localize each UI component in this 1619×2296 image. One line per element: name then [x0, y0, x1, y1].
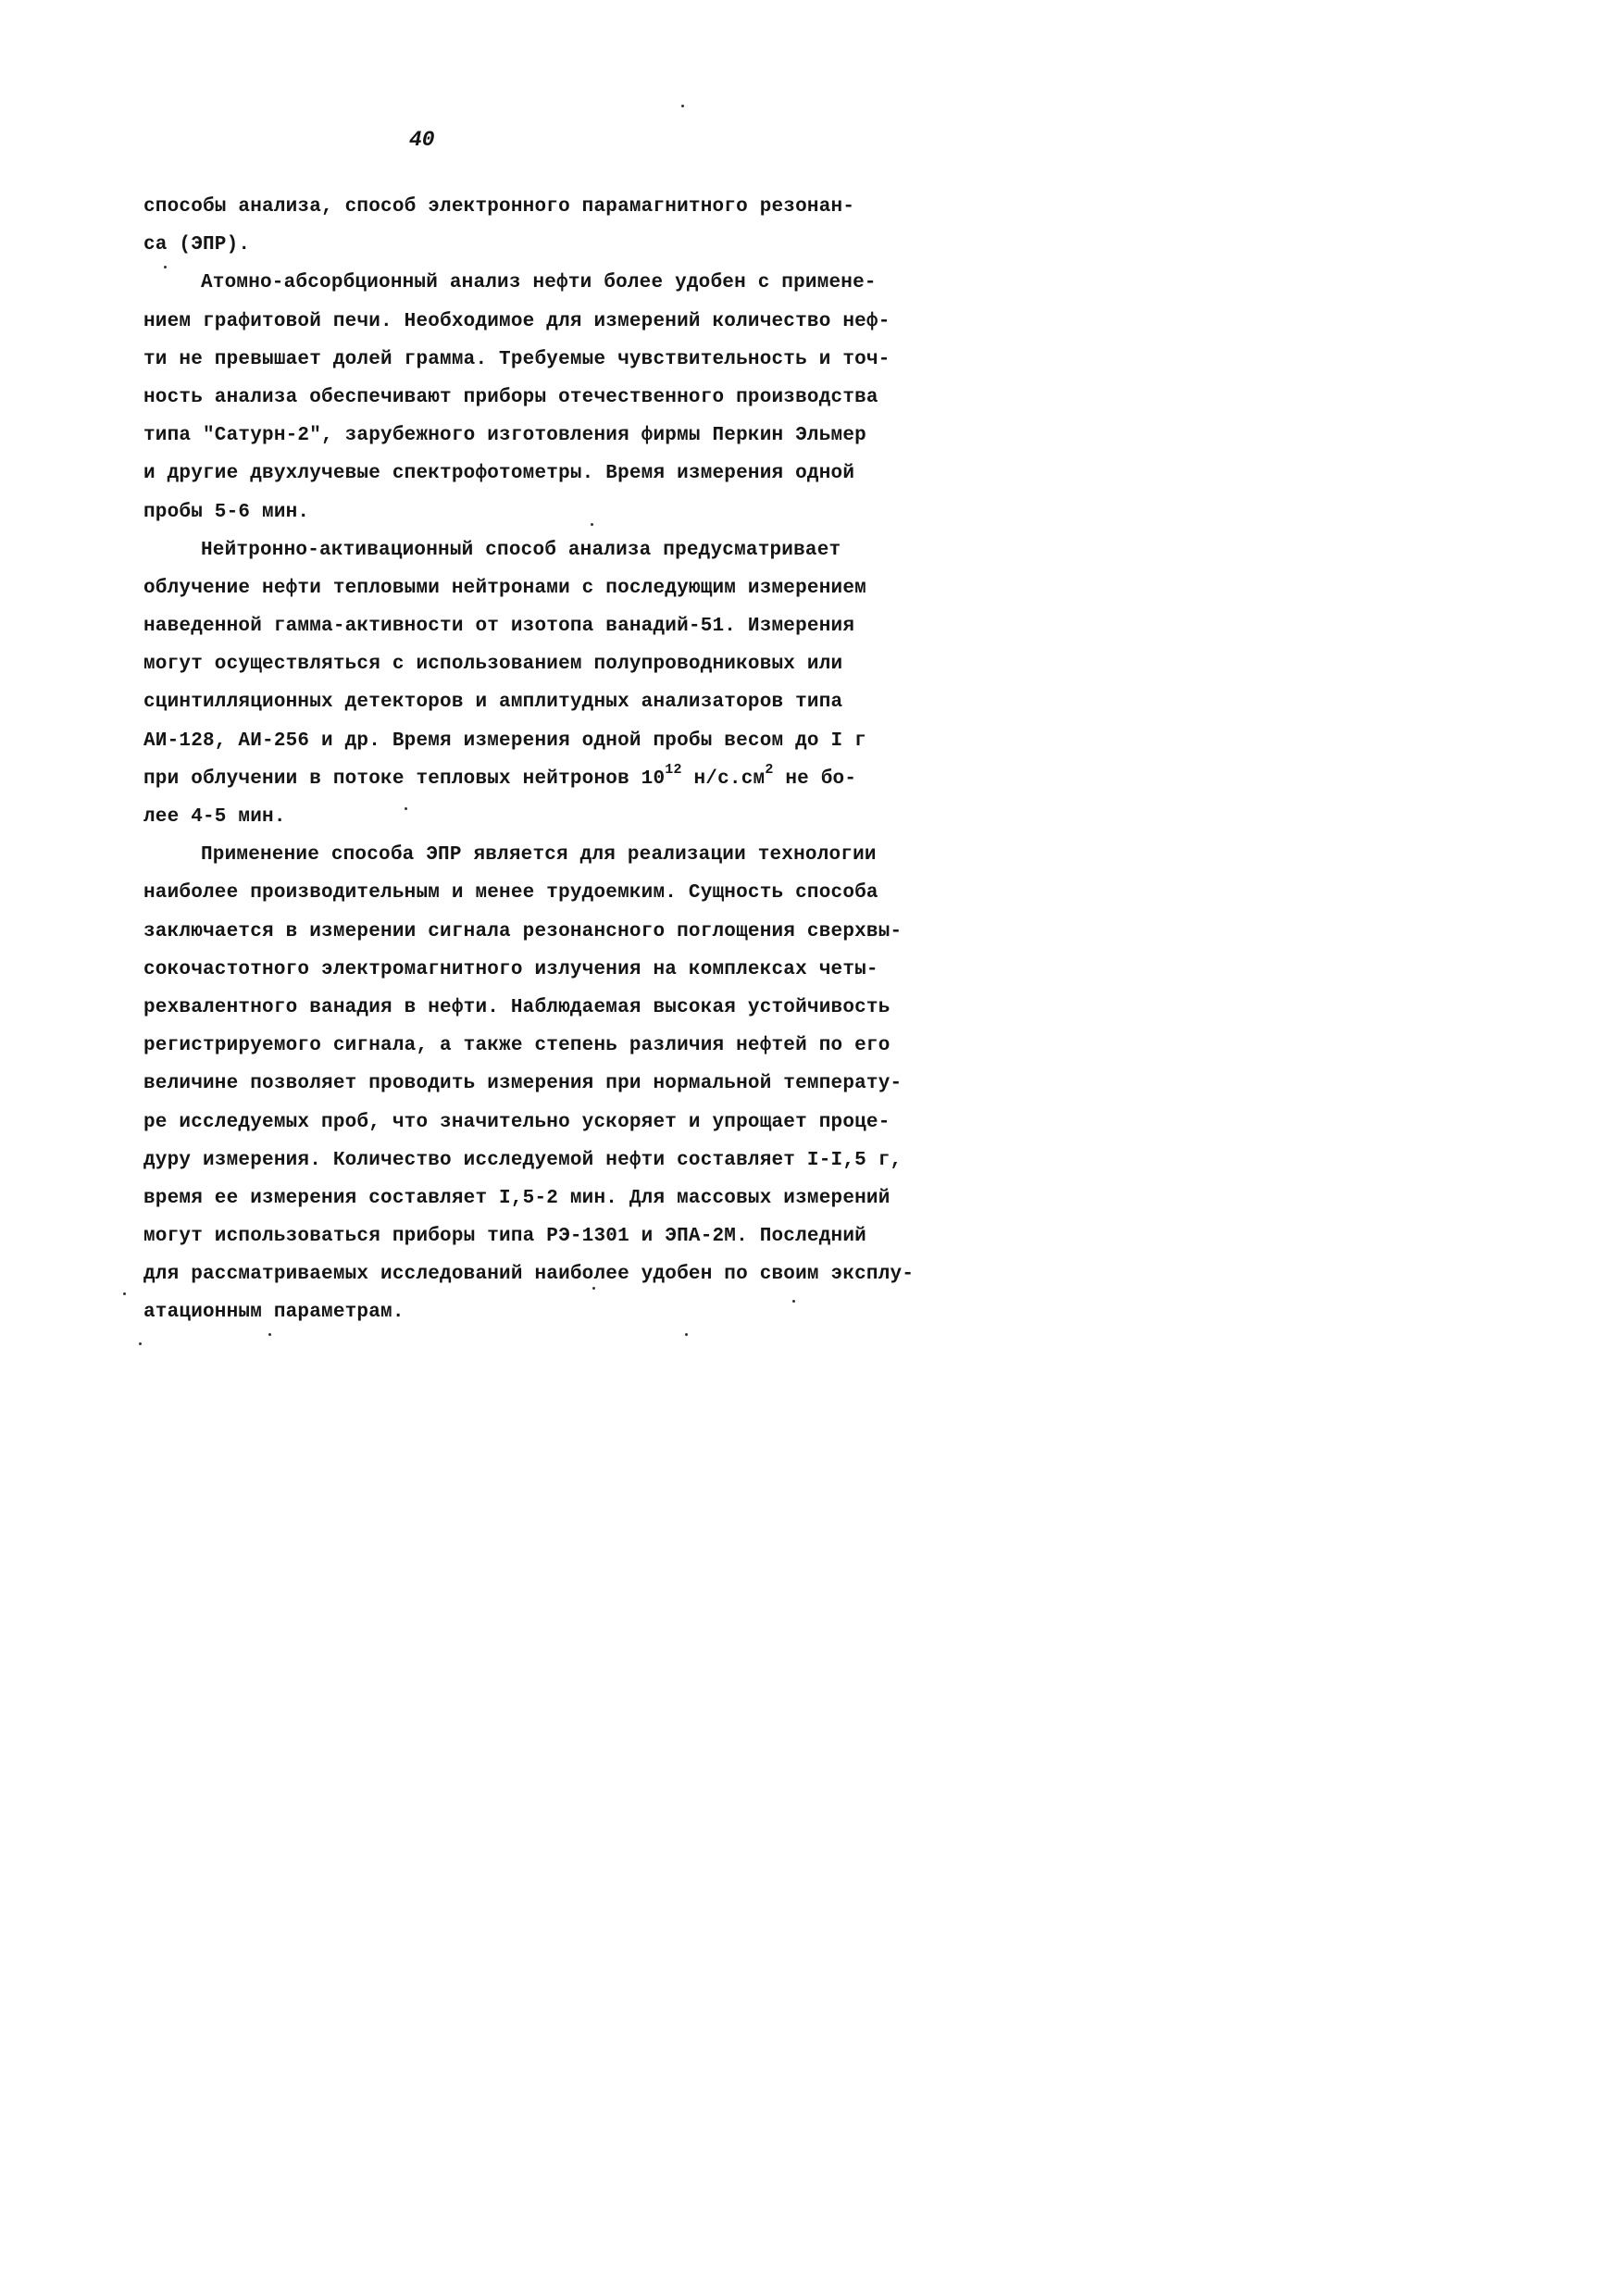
document-body — [143, 188, 915, 1332]
text-line: и другие двухлучевые спектрофотометры. Время измерения одной — [143, 463, 855, 485]
text-line: для рассматриваемых исследований наиболее удобен по своим эксплу- — [143, 1264, 915, 1286]
text-line: сокочастотного электромагнитного излучения на комплексах четы- — [143, 958, 878, 980]
flux-text-before: при облучении в потоке тепловых нейтронов 10 — [143, 767, 666, 790]
text-line: время ее измерения составляет I,5-2 мин. Для массовых измерений — [143, 1187, 890, 1209]
text-line: са (ЭПР). — [143, 234, 251, 256]
scan-speck — [685, 1333, 688, 1336]
scan-speck — [164, 266, 167, 268]
flux-line — [143, 760, 912, 798]
text-line: сцинтилляционных детекторов и амплитудных анализаторов типа — [143, 692, 843, 714]
text-line: ре исследуемых проб, что значительно ускоряет и упрощает проце- — [143, 1111, 890, 1133]
text-line: способы анализа, способ электронного парамагнитного резонан- — [143, 196, 855, 218]
text-line: лее 4-5 мин. — [143, 806, 286, 828]
scan-speck — [123, 1292, 126, 1295]
scan-speck — [681, 105, 684, 107]
text-line: Применение способа ЭПР является для реализации технологии — [201, 844, 877, 867]
text-line: рехвалентного ванадия в нефти. Наблюдаемая высокая устойчивость — [143, 996, 890, 1018]
text-line: ти не превышает долей грамма. Требуемые чувствительность и точ- — [143, 348, 890, 370]
text-line: регистрируемого сигнала, а также степень различия нефтей по его — [143, 1035, 890, 1057]
text-line: типа "Сатурн-2", зарубежного изготовления фирмы Перкин Эльмер — [143, 425, 866, 447]
text-line: атационным параметрам. — [143, 1302, 405, 1324]
scan-speck — [591, 523, 593, 526]
text-line: нием графитовой печи. Необходимое для измерений количество неф- — [143, 310, 890, 332]
text-line: величине позволяет проводить измерения при нормальной температу- — [143, 1073, 903, 1095]
text-line: Атомно-абсорбционный анализ нефти более удобен с примене- — [201, 272, 877, 294]
text-line: наиболее производительным и менее трудоемким. Сущность способа — [143, 882, 878, 905]
text-line: ность анализа обеспечивают приборы отечественного производства — [143, 386, 878, 408]
text-line: могут использоваться приборы типа РЭ-1301 и ЭПА-2М. Последний — [143, 1226, 866, 1248]
flux-text-after: не бо- — [773, 767, 857, 790]
text-line: дуру измерения. Количество исследуемой нефти составляет I-I,5 г, — [143, 1149, 903, 1171]
text-line: заключается в измерении сигнала резонансного поглощения сверхвы- — [143, 920, 903, 942]
text-line: АИ-128, АИ-256 и др. Время измерения одной пробы весом до I г — [143, 730, 866, 752]
text-line: пробы 5-6 мин. — [143, 501, 310, 523]
text-line: могут осуществляться с использованием полупроводниковых или — [143, 654, 843, 676]
text-line: облучение нефти тепловыми нейтронами с последующим измерением — [143, 577, 866, 599]
text-line: наведенной гамма-активности от изотопа ванадий-51. Измерения — [143, 616, 855, 638]
flux-unit: н/с.см — [681, 767, 766, 790]
scan-speck — [592, 1287, 595, 1290]
unit-exponent: 2 — [765, 761, 774, 778]
scan-speck — [268, 1333, 271, 1336]
scan-speck — [139, 1342, 142, 1345]
page-number: 40 — [409, 128, 435, 152]
scan-speck — [792, 1300, 795, 1303]
text-line: Нейтронно-активационный способ анализа предусматривает — [201, 539, 841, 561]
scan-speck — [405, 807, 407, 810]
flux-exponent: 12 — [665, 761, 682, 778]
